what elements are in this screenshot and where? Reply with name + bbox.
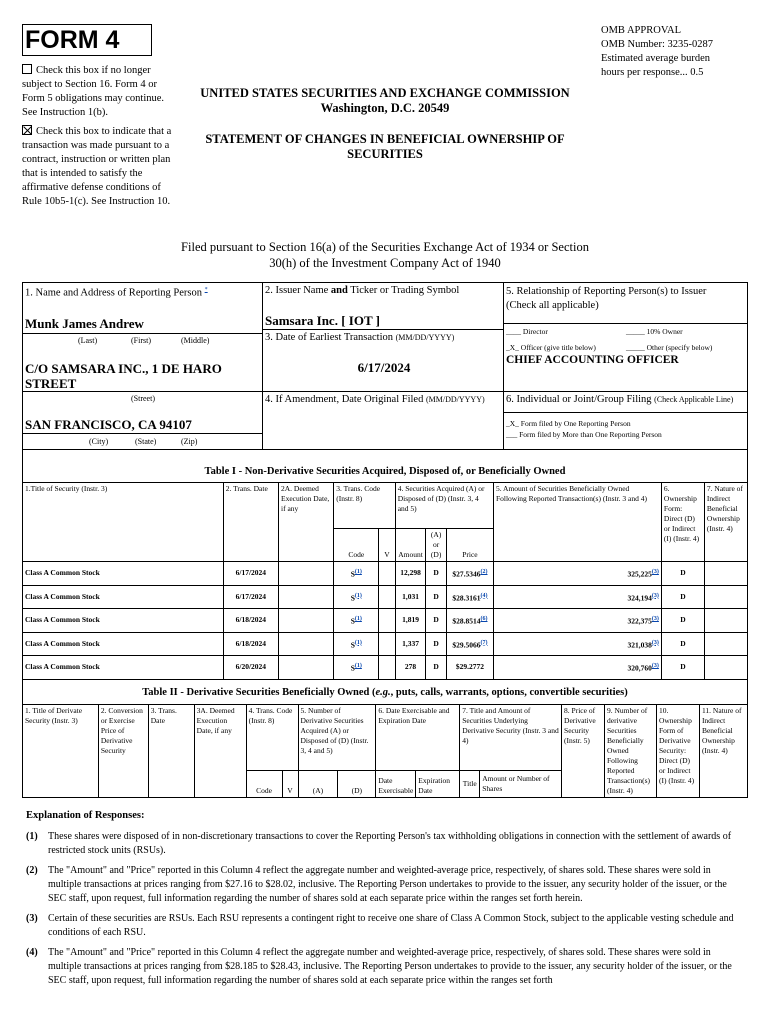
table-2-title [23,687,747,698]
row-title: Class A Common Stock [23,585,224,609]
t2-header-underlying: 7. Title and Amount of Securities Underlying Derivative Security (Instr. 3 and 4) [460,705,562,771]
t2-sub-d: (D) [338,770,376,797]
box-6-filing [504,392,748,450]
footnote-link[interactable]: (3) [651,663,659,669]
row-ad: D [426,656,446,680]
row-title: Class A Common Stock [23,656,224,680]
footnote-link[interactable]: (1) [354,592,362,599]
label-middle: (Middle) [181,336,210,345]
footnote-link[interactable]: (1) [354,616,362,622]
row-code: S [350,616,355,626]
box-4-label-format: (MM/DD/YYYY) [425,395,485,404]
explanation-section [26,810,746,994]
option-one-person: _X_ Form filed by One Reporting Person [506,419,631,428]
label-street: (Street) [131,394,155,403]
t1-sub-v: V [379,529,395,562]
t1-sub-code: Code [334,529,379,562]
row-amount: 1,031 [395,585,426,609]
box-2-label-and: and [330,285,348,296]
checkbox-rule-10b5-label: Check this box to indicate that a transaction was made pursuant to a contract, instruction or written plan that is intended to satisfy the affirmative defense conditions of Rule 10b5-1(c). See Instruction 10. [22,126,172,207]
footnote-link[interactable]: (3) [651,639,659,646]
row-amount: 1,337 [395,632,426,656]
box-5-label-sub: (Check all applicable) [506,300,599,311]
omb-approval [601,24,761,80]
table-1-section [22,450,748,482]
t2-sub-v: V [282,770,298,797]
footnote-text: The "Amount" and "Price" reported in this Column 4 reflect the aggregate number and weighted-average price, respectively, of shares sold. These shares were sold in multiple transactions at prices ranging from $28.185 to $28.43, inclusive. The Reporting Person undertakes to provide to the issuer, any security holder of the issuer, or the SEC staff, upon request, full information regarding the number of shares sold at each separate price within the ranges set forth [48,947,732,986]
table-2-title-end: , puts, calls, warrants, options, convertible securities) [390,687,628,698]
t2-sub-expiration: Expiration Date [416,770,460,797]
option-officer: _X_ Officer (give title below) [506,343,596,352]
label-first: (First) [131,336,151,345]
row-price: $28.8514 [452,616,481,626]
label-city: (City) [89,437,109,446]
footnote-text: These shares were disposed of in non-discretionary transactions to cover the Reporting Person's tax withholding obligations in connection with the settlement of awards of restricted stock units (RSUs). [48,831,732,856]
omb-line: OMB Number: 3235-0287 [601,39,713,50]
t2-header-deemed: 3A. Deemed Execution Date, if any [194,705,246,798]
t1-header-form: 6. Ownership Form: Direct (D) or Indirect (I) (Instr. 4) [661,483,704,562]
footnote-link[interactable]: (1) [354,639,362,646]
row-price: $28.3161 [452,593,481,602]
box-1-reporting-person [22,282,262,450]
checkbox-rule-10b5[interactable] [22,125,172,209]
table-1 [22,482,748,680]
label-state: (State) [135,437,157,446]
row-date: 6/20/2024 [223,656,278,680]
t1-header-code: 3. Trans. Code (Instr. 8) [334,483,395,529]
box-4-label: 4. If Amendment, Date Original Filed [265,394,424,405]
table-2-title-start: Table II - Derivative Securities Beneficially Owned ( [142,687,376,698]
t1-header-title: 1.Title of Security (Instr. 3) [23,483,224,562]
row-form: D [661,609,704,633]
agency-city: Washington, D.C. 20549 [320,101,450,115]
row-owned: 321,038 [627,640,652,649]
row-amount: 1,819 [395,609,426,633]
table-row [23,585,748,609]
row-date: 6/17/2024 [223,585,278,609]
t1-header-owned: 5. Amount of Securities Beneficially Owned Following Reported Transaction(s) (Instr. 3 and 4) [493,483,661,562]
row-owned: 324,194 [627,593,652,602]
option-director: ____ Director [506,327,548,336]
row-code: S [350,640,355,649]
row-ad: D [426,585,446,609]
omb-line: Estimated average burden [601,53,711,64]
box-2-label-end: Ticker or Trading Symbol [347,285,460,296]
t1-sub-ad: (A) or (D) [426,529,446,562]
row-code: S [350,593,355,602]
footnote-link[interactable]: * [204,287,208,293]
form-title: FORM 4 [25,26,120,54]
earliest-transaction-date: 6/17/2024 [357,360,411,375]
row-date: 6/17/2024 [223,562,278,586]
footnote-link[interactable]: (3) [651,569,659,575]
agency-header [175,86,595,116]
footnote-link[interactable]: (1) [354,569,362,575]
row-form: D [661,562,704,586]
t1-header-date: 2. Trans. Date [223,483,278,562]
row-form: D [661,656,704,680]
box-2-label: 2. Issuer Name [265,285,331,296]
row-form: D [661,632,704,656]
row-date: 6/18/2024 [223,609,278,633]
row-ad: D [426,562,446,586]
box-2-issuer [262,282,504,330]
footnote [26,912,746,940]
footnote-link[interactable]: (1) [354,663,362,669]
t2-sub-amount: Amount or Number of Shares [480,770,562,797]
t2-header-date: 3. Trans. Date [148,705,194,798]
footnote-number: (2) [26,865,38,876]
t2-sub-title: Title [460,770,480,797]
reporting-person-street: C/O SAMSARA INC., 1 DE HARO STREET [25,361,222,391]
t2-sub-a: (A) [298,770,338,797]
t2-sub-exercisable: Date Exercisable [376,770,416,797]
footnote-text: The "Amount" and "Price" reported in this Column 4 reflect the aggregate number and weighted-average price, respectively, of shares sold. These shares were sold in multiple transactions at prices ranging from $27.16 to $28.02, inclusive. The Reporting Person undertakes to provide to the issuer, any security holder of the issuer, or the SEC staff, upon request, full information regarding the number of shares sold at each separate price within the ranges set forth herein. [48,865,727,904]
t2-header-code: 4. Trans. Code (Instr. 8) [246,705,298,771]
footnote-link[interactable]: (7) [480,639,488,646]
footnote-link[interactable]: (4) [480,592,488,599]
t2-header-form: 10. Ownership Form of Derivative Security: Direct (D) or Indirect (I) (Instr. 4) [656,705,699,798]
option-multiple-persons: ___ Form filed by More than One Reporting Person [506,430,662,439]
box-3-earliest-date [262,330,504,392]
table-row [23,562,748,586]
t2-sub-code: Code [246,770,282,797]
box-3-label: 3. Date of Earliest Transaction [265,332,394,343]
explanation-heading: Explanation of Responses: [26,810,145,821]
box-6-label: 6. Individual or Joint/Group Filing [506,394,652,405]
option-ten-percent: _____ 10% Owner [626,327,683,336]
t1-sub-amount: Amount [395,529,426,562]
checkbox-checked-icon[interactable] [22,125,32,135]
footnote-number: (3) [26,913,38,924]
t2-header-title: 1. Title of Derivate Security (Instr. 3) [23,705,99,798]
omb-line: OMB APPROVAL [601,25,682,36]
footnote-link[interactable]: (3) [651,592,659,599]
box-1-label: 1. Name and Address of Reporting Person [25,287,203,299]
box-6-label-sub: (Check Applicable Line) [654,395,734,404]
option-other: _____ Other (specify below) [626,343,713,352]
t2-header-exercisable: 6. Date Exercisable and Expiration Date [376,705,460,771]
agency-name: UNITED STATES SECURITIES AND EXCHANGE COMMISSION [200,86,570,100]
box-5-relationship [504,282,748,392]
footnote-number: (1) [26,831,38,842]
form-title-box [22,24,152,56]
row-date: 6/18/2024 [223,632,278,656]
footnote-link[interactable]: (2) [480,569,488,575]
box-5-label: 5. Relationship of Reporting Person(s) to Issuer [506,286,707,297]
t2-header-nature: 11. Nature of Indirect Beneficial Ownership (Instr. 4) [699,705,747,798]
footnote [26,864,746,906]
table-row [23,609,748,633]
table-2-section [22,670,748,704]
footnote [26,830,746,858]
t1-sub-price: Price [446,529,493,562]
box-4-amendment [262,392,504,450]
t1-header-deemed: 2A. Deemed Execution Date, if any [278,483,333,562]
row-title: Class A Common Stock [23,609,224,633]
t2-header-conversion: 2. Conversion or Exercise Price of Derivative Security [98,705,148,798]
checkbox-section-16-label: Check this box if no longer subject to Section 16. Form 4 or Form 5 obligations may continue. See Instruction 1(b). [22,65,165,118]
reporting-person-city: SAN FRANCISCO, CA 94107 [25,417,192,432]
row-code: S [350,663,355,673]
reporting-person-name: Munk James Andrew [25,316,144,331]
table-1-title: Table I - Non-Derivative Securities Acquired, Disposed of, or Beneficially Owned [204,466,566,477]
row-title: Class A Common Stock [23,632,224,656]
label-zip: (Zip) [181,437,198,446]
row-amount: 278 [395,656,426,680]
footnote [26,946,746,988]
box-3-label-format: (MM/DD/YYYY) [395,333,455,342]
footnote-link[interactable]: (3) [651,616,659,622]
checkbox-unchecked-icon[interactable] [22,64,32,74]
t1-header-acquired: 4. Securities Acquired (A) or Disposed of (D) (Instr. 3, 4 and 5) [395,483,493,529]
t2-header-number: 5. Number of Derivative Securities Acquired (A) or Disposed of (D) (Instr. 3, 4 and 5) [298,705,376,771]
footnote-link[interactable]: (6) [480,616,488,622]
statement-title: STATEMENT OF CHANGES IN BENEFICIAL OWNERSHIP OF SECURITIES [205,132,565,161]
row-ad: D [426,632,446,656]
footnote-text: Certain of these securities are RSUs. Each RSU represents a contingent right to receive one share of Class A Common Stock, subject to the applicable vesting schedule and conditions of each RSU. [48,913,734,938]
footnote-number: (4) [26,947,38,958]
officer-title: CHIEF ACCOUNTING OFFICER [506,354,679,366]
issuer-name: Samsara Inc. [ IOT ] [265,313,380,328]
row-owned: 320,760 [627,663,652,673]
row-owned: 325,225 [627,569,652,579]
label-last: (Last) [78,336,98,345]
table-row [23,632,748,656]
row-ad: D [426,609,446,633]
checkbox-section-16[interactable] [22,64,172,120]
t2-header-price: 8. Price of Derivative Security (Instr. 5) [562,705,605,798]
row-amount: 12,298 [395,562,426,586]
row-code: S [350,569,355,579]
table-2 [22,704,748,798]
filed-pursuant: Filed pursuant to Section 16(a) of the Securities Exchange Act of 1934 or Section 30(h) of the Investment Company Act of 1940 [181,240,589,270]
row-title: Class A Common Stock [23,562,224,586]
table-2-title-eg: e.g. [375,687,391,698]
t2-header-owned: 9. Number of derivative Securities Beneficially Owned Following Reported Transaction(s) (Instr. 4) [605,705,657,798]
row-price: $27.5346 [452,569,481,579]
row-price: $29.5066 [452,640,481,649]
row-price: $29.2772 [455,662,484,672]
row-form: D [661,585,704,609]
omb-line: hours per response... 0.5 [601,67,704,78]
row-owned: 322,375 [627,616,652,626]
t1-header-nature: 7. Nature of Indirect Beneficial Ownership (Instr. 4) [704,483,747,562]
